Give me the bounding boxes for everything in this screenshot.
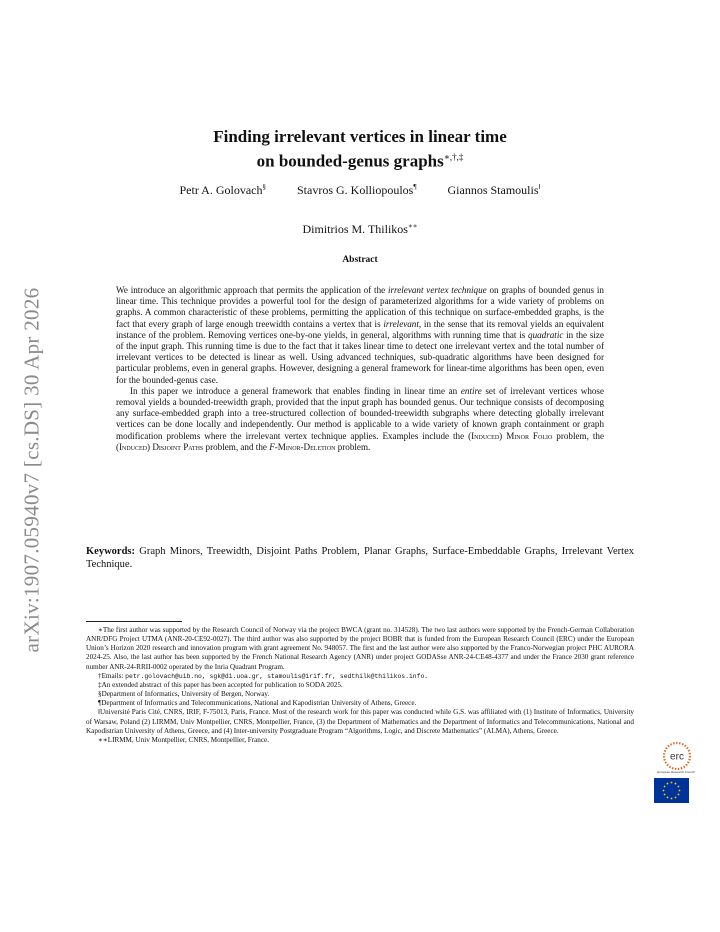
author-2-mark: ¶ [413,183,417,191]
footnote-bergen: §Department of Informatics, University of Bergen, Norway. [98,690,270,699]
arxiv-identifier: arXiv:1907.05940v7 [cs.DS] 30 Apr 2026 [19,287,44,653]
title-footnote-marks: ∗,†,‡ [443,152,464,162]
author-4-name: Dimitrios M. Thilikos [302,222,408,236]
abstract-body [116,285,604,453]
author-list [0,183,720,198]
keywords-label: Keywords: [86,546,135,557]
footnote-funding: ∗The first author was supported by the Research Council of Norway via the project BWCA (grant no. 314528). The two last authors were supported by the French-German Collaboration ANR/DFG Project UTMA (ANR-20-CE92-0027). The third author was also supported by the project BOBR that is funded from the European Research Council (ERC) under the European Union’s Horizon 2020 research and innovation program with grant agreement No. 948057. The first and the last author were also supported by the Franco-Norwegian project PHC AURORA 2024-25. Also, the last author has been supported by the French National Research Agency (ANR) under project GODASse ANR-24-CE48-4377 and under the France 2030 grant reference number ANR-24-RRII-0002 operated by the Inria Quadrant Program. [86,626,634,671]
eu-flag-star [663,790,665,792]
eu-flag-star [671,782,673,784]
math-symbol: F [269,441,275,452]
text-run: In this paper we introduce a general framework that enables finding in linear time an [130,385,461,396]
emphasis: quadratic [528,329,564,340]
text-run: problem. [335,441,371,452]
problem-name: (Induced) Minor Folio [468,430,553,441]
text-run: problem, the [552,430,604,441]
eu-flag-star [664,786,666,788]
footnote-soda: ‡An extended abstract of this paper has been accepted for publication to SODA 2025. [98,680,343,689]
keywords-text: Graph Minors, Treewidth, Disjoint Paths Problem, Planar Graphs, Surface-Embeddable Graphs, Irrelevant Vertex Technique. [86,546,634,570]
problem-name: -Minor-Deletion [274,441,336,452]
erc-logo-text: erc [670,751,684,763]
author-3-mark: ‖ [538,183,541,191]
author-3-name: Giannos Stamoulis [447,183,539,197]
text-run: set of irrelevant vertices whose removal yields a bounded-treewidth graph, provided that the input graph has bounded genus. Our technique consists of decomposing any surface-embedded graph into a tree-structured collection of bounded-treewidth subgraphs where detecting globally irrelevant vertices can be done locally and independently. Our method is applicable to a wide variety of known graph containment or graph modification problems where the irrelevant vertex technique applies. Examples include the [116,385,604,441]
author-3 [448,183,541,197]
text-run: , in the sense that its removal yields an equivalent instance of the problem. Removing vertices one-by-one yields, in general, algorithms with running time that is [116,318,604,340]
emails-label: †Emails: [98,671,126,680]
eu-flag-star [667,797,669,799]
text-run: on graphs of bounded genus in linear time. This technique provides a powerful tool for the design of parameterized algorithms for a wide variety of problems on graphs. A common characteristic of these problems, permitting the application of this technique on surface-embedded graphs, is the fact that every graph of large enough treewidth contains a vertex that is [116,285,604,329]
text-run: We introduce an algorithmic approach that permits the application of the [116,285,388,295]
abstract-paragraph-2 [116,386,604,453]
eu-flag-star [667,783,669,785]
emphasis: irrelevant vertex technique [387,285,487,295]
eu-flag-star [675,783,677,785]
eu-flag-logo [654,778,689,803]
emails-list: petr.golovach@uib.no, sgk@di.uoa.gr, stamoulis@irif.fr, sedthilk@thilikos.info. [125,672,429,680]
eu-flag-star [671,798,673,800]
text-run: problem, and the [203,441,270,452]
footnote-emails [86,672,634,681]
author-4 [0,222,720,237]
emphasis: entire [460,385,482,396]
author-2-name: Stavros G. Kolliopoulos [297,183,414,197]
footnote-rule [86,621,182,622]
erc-caption: European Research Council [657,770,695,774]
footnote-athens: ¶Department of Informatics and Telecommunications, National and Kapodistrian University of Athens, Greece. [98,699,417,708]
author-1 [180,183,267,197]
erc-logo [662,741,692,771]
paper-title [0,126,720,172]
arxiv-sidebar-stamp [14,260,50,680]
footnotes [86,626,634,745]
author-2 [297,183,417,197]
title-line-1: Finding irrelevant vertices in linear time [213,127,507,146]
footnote-lirmm: ∗∗LIRMM, Univ Montpellier, CNRS, Montpellier, France. [98,735,269,744]
text-run: in the size of the input graph. This running time is due to the fact that it takes linear time to detect one irrelevant vertex and the total number of irrelevant vertices to be detected is linear as well. Using advanced techniques, sub-quadratic algorithms have been designed for particular problems, even in general graphs. However, designing a general framework for linear-time algorithms has been open, even for the bounded-genus case. [116,329,604,385]
author-1-mark: § [262,183,266,191]
author-4-mark: ∗∗ [407,222,418,230]
eu-flag-star [664,794,666,796]
footnote-paris: ‖Université Paris Cité, CNRS, IRIF, F-75013, Paris, France. Most of the research work for this paper was conducted while G.S. was affiliated with (1) Institute of Informatics, University of Warsaw, Poland (2) LIRMM, Univ Montpellier, CNRS, Montpellier, France, (3) the Department of Mathematics and the Department of Informatics and Telecommunications, National and Kapodistrian University of Athens, Greece, and (4) Inter-university Postgraduate Program “Algorithms, Logic, and Discrete Mathematics” (ALMA), Athens, Greece. [86,708,634,735]
title-line-2-wrap [0,147,720,172]
eu-flag-star [679,790,681,792]
problem-name: (Induced) Disjoint Paths [116,441,204,452]
title-line-2: on bounded-genus graphs [256,151,444,171]
eu-flag-star [678,794,680,796]
eu-flag-star [678,786,680,788]
abstract-heading: Abstract [342,255,378,265]
author-1-name: Petr A. Golovach [179,183,263,197]
eu-flag-star [675,797,677,799]
emphasis: irrelevant [383,318,419,329]
abstract-paragraph-1 [116,285,604,386]
keywords [86,545,634,571]
